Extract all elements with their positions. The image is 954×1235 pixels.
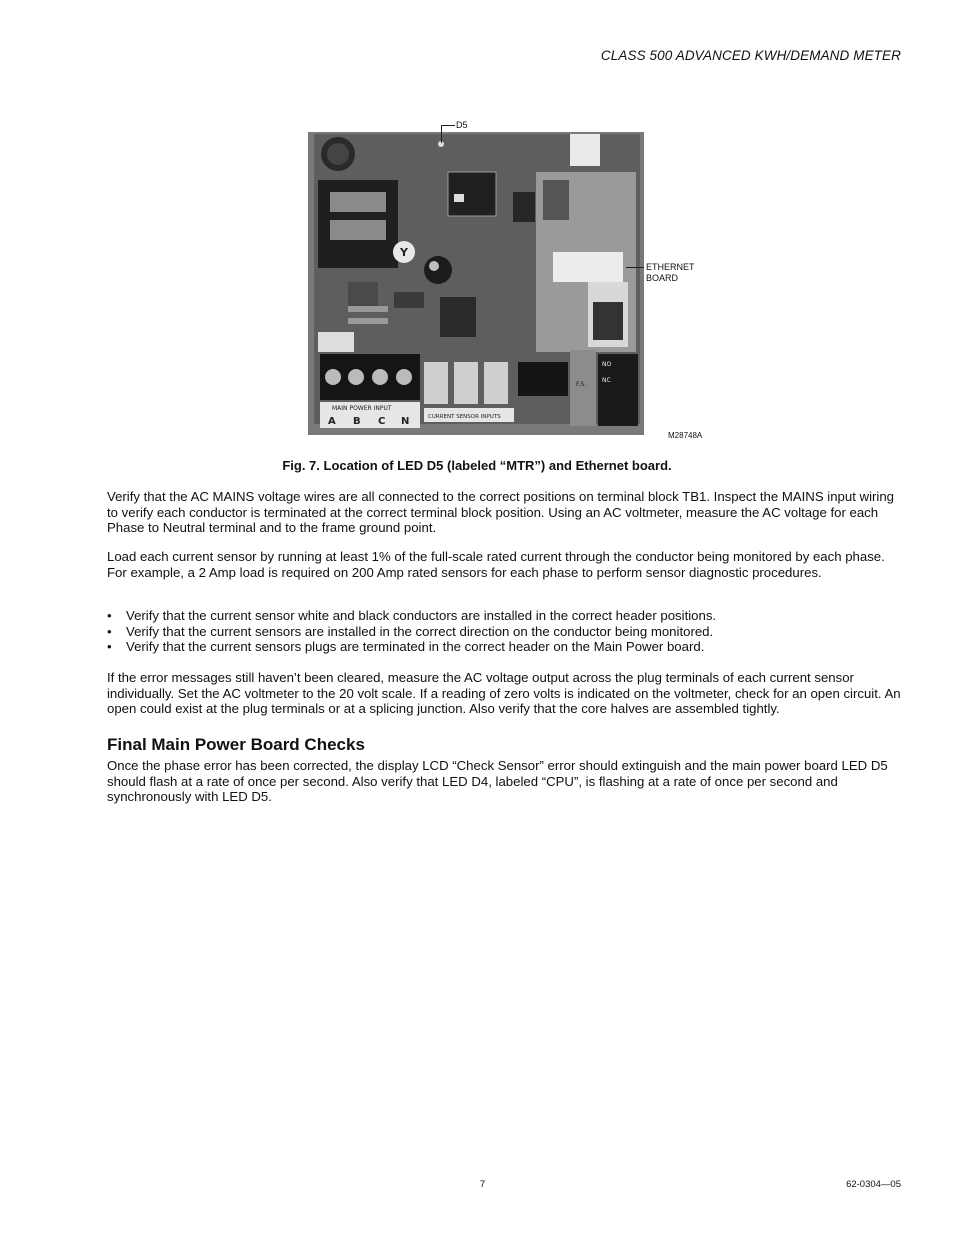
page-number: 7 (479, 1179, 486, 1190)
list-item-text: Verify that the current sensors are installed in the correct direction on the conductor being monitored. (126, 623, 714, 639)
figure-caption: Fig. 7. Location of LED D5 (labeled “MTR”) and Ethernet board. (282, 458, 672, 473)
ethernet-board-callout (646, 262, 716, 284)
relay-no-label: NO (602, 361, 612, 368)
paragraph-final-checks (107, 758, 907, 805)
circuit-board-illustration (308, 132, 644, 435)
d5-callout-line (441, 125, 455, 126)
section-heading: Final Main Power Board Checks (107, 735, 365, 754)
list-item (107, 608, 907, 624)
paragraph-text: If the error messages still haven’t been cleared, measure the AC voltage output across the plug terminals of each current sensor individually. Set the AC voltmeter to the 20 volt scale. If a reading of zero volts is indicated on the voltmeter, check for an open circuit. An open could exist at the plug terminals or at a splicing junction. Also verify that the core halves are assembled tightly. (107, 670, 901, 717)
d5-callout-label: D5 (456, 120, 468, 130)
document-header-title: CLASS 500 ADVANCED KWH/DEMAND METER (600, 48, 901, 63)
list-item (107, 624, 907, 640)
verification-bullet-list (107, 608, 907, 655)
list-item-text: Verify that the current sensor white and black conductors are installed in the correct header positions. (126, 608, 717, 623)
document-number: 62-0304—05 (846, 1179, 901, 1190)
d5-callout-leader (441, 125, 442, 143)
list-item-text: Verify that the current sensors plugs are terminated in the correct header on the Main Power board. (126, 639, 705, 655)
paragraph-load-sensor (107, 549, 907, 580)
paragraph-mains-voltage (107, 489, 907, 536)
svg-text:Y: Y (400, 246, 408, 259)
ethernet-callout-line1: ETHERNET (646, 262, 695, 272)
circuit-board-figure (308, 132, 644, 435)
bullet-icon: • (107, 639, 112, 655)
ethernet-callout-line2: BOARD (646, 273, 679, 283)
paragraph-text: Verify that the AC MAINS voltage wires are all connected to the correct positions on terminal block TB1. Inspect the MAINS input wiring to verify each conductor is terminated at the correct terminal block position. Using an AC voltmeter, measure the AC voltage for each Phase to Neutral terminal and to the frame ground point. (107, 489, 894, 536)
paragraph-text: Load each current sensor by running at least 1% of the full-scale rated current through the conductor being monitored by each phase. For example, a 2 Amp load is required on 200 Amp rated sensors for each phase to perform sensor diagnostic procedures. (107, 549, 885, 580)
list-item (107, 639, 907, 655)
figure-id: M28748A (668, 431, 703, 440)
relay-nc-label: NC (602, 377, 611, 384)
bullet-icon: • (107, 623, 112, 639)
paragraph-text: Once the phase error has been corrected, the display LCD “Check Sensor” error should extinguish and the main power board LED D5 should flash at a rate of once per second. Also verify that LED D4, labeled “CPU”, is flashing at a rate of once per second and synchronously with LED D5. (107, 758, 888, 805)
main-power-input-label: MAIN POWER INPUT (332, 405, 392, 412)
current-sensor-inputs-label: CURRENT SENSOR INPUTS (428, 414, 501, 420)
phase-a-label: A (328, 416, 336, 427)
bullet-icon: • (107, 608, 112, 623)
ethernet-callout-line (626, 267, 644, 268)
fs-label: F.S. (576, 381, 587, 388)
phase-c-label: C (378, 416, 386, 427)
neutral-n-label: N (401, 416, 410, 427)
paragraph-error-messages (107, 670, 907, 717)
phase-b-label: B (353, 416, 361, 427)
